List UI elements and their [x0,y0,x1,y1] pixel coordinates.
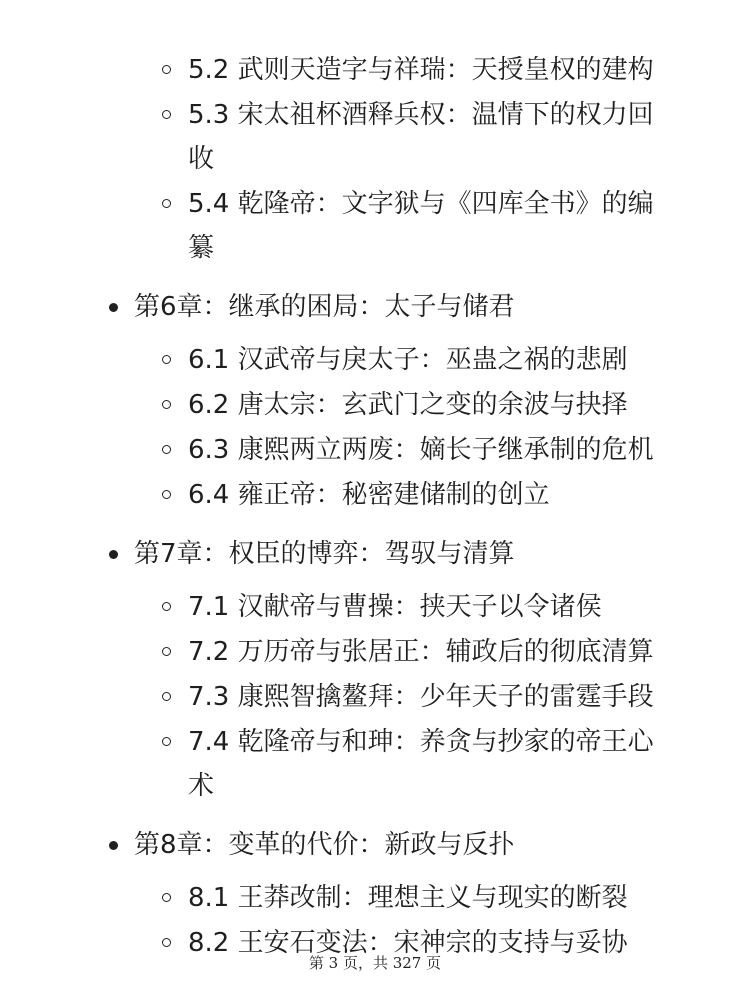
chapter-title: 第8章：变革的代价：新政与反扑 [134,830,515,860]
hollow-bullet-icon [162,938,171,947]
hollow-bullet-icon [162,490,171,499]
hollow-bullet-icon [162,400,171,409]
chapter-7 [0,533,750,808]
section-title: 6.3 康熙两立两废：嫡长子继承制的危机 [188,435,654,465]
chapter-title: 第6章：继承的困局：太子与储君 [134,292,515,322]
section-list [0,585,750,808]
section-title: 6.2 唐太宗：玄武门之变的余波与抉择 [188,390,628,420]
section-list [0,48,750,270]
hollow-bullet-icon [162,647,171,656]
chapter-5-continued [0,48,750,270]
section-title: 5.4 乾隆帝：文字狱与《四库全书》的编纂 [188,189,654,263]
section-title: 8.1 王莽改制：理想主义与现实的断裂 [188,883,628,913]
hollow-bullet-icon [162,602,171,611]
section-list [0,338,750,517]
section-item [0,720,750,808]
section-item [0,383,750,427]
section-item [0,675,750,719]
section-item [0,473,750,517]
hollow-bullet-icon [162,110,171,119]
section-title: 7.4 乾隆帝与和珅：养贪与抄家的帝王心术 [188,727,654,801]
section-item [0,630,750,674]
chapter-heading [0,533,750,575]
section-title: 7.2 万历帝与张居正：辅政后的彻底清算 [188,637,654,667]
hollow-bullet-icon [162,445,171,454]
section-title: 7.3 康熙智擒鳌拜：少年天子的雷霆手段 [188,682,654,712]
solid-bullet-icon [109,303,118,312]
hollow-bullet-icon [162,355,171,364]
hollow-bullet-icon [162,199,171,208]
section-title: 5.2 武则天造字与祥瑞：天授皇权的建构 [188,55,654,85]
hollow-bullet-icon [162,65,171,74]
chapter-heading [0,824,750,866]
section-title: 7.1 汉献帝与曹操：挟天子以令诸侯 [188,592,602,622]
section-title: 6.4 雍正帝：秘密建储制的创立 [188,480,550,510]
chapter-heading [0,286,750,328]
hollow-bullet-icon [162,893,171,902]
section-title: 5.3 宋太祖杯酒释兵权：温情下的权力回收 [188,100,654,174]
section-item [0,48,750,92]
section-item [0,428,750,472]
section-item [0,182,750,270]
chapter-title: 第7章：权臣的博弈：驾驭与清算 [134,539,515,569]
hollow-bullet-icon [162,737,171,746]
section-item [0,93,750,181]
section-item [0,338,750,382]
solid-bullet-icon [109,841,118,850]
section-title: 8.2 王安石变法：宋神宗的支持与妥协 [188,928,628,958]
solid-bullet-icon [109,550,118,559]
section-title: 6.1 汉武帝与戾太子：巫蛊之祸的悲剧 [188,345,628,375]
chapter-8 [0,824,750,965]
table-of-contents [0,48,750,966]
section-item [0,585,750,629]
hollow-bullet-icon [162,692,171,701]
page-number-footer: 第 3 页，共 327 页 [308,954,442,972]
chapter-6 [0,286,750,517]
section-item [0,876,750,920]
